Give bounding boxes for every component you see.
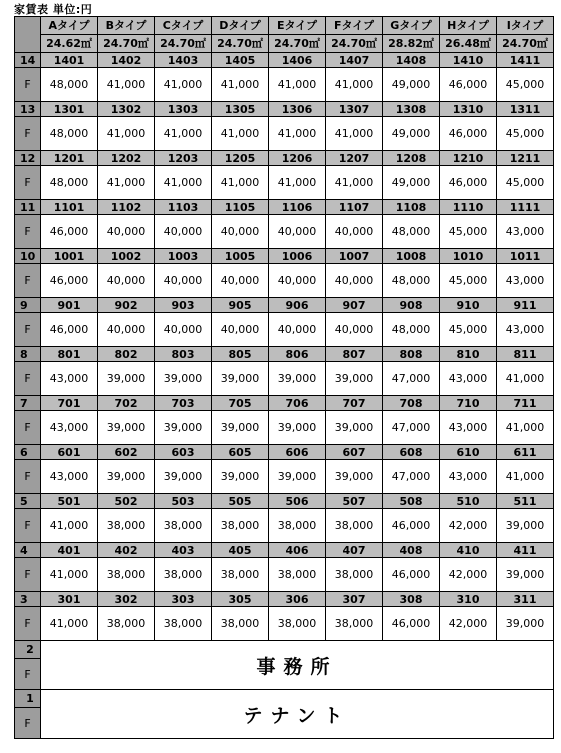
rent-price: 38,000 [212, 509, 269, 543]
rent-price: 46,000 [383, 558, 440, 592]
floor-suffix: F [15, 166, 41, 200]
room-number: 610 [440, 445, 497, 460]
room-number: 1206 [269, 151, 326, 166]
rent-price: 45,000 [497, 117, 554, 151]
rent-price: 45,000 [440, 313, 497, 347]
rent-price: 49,000 [383, 166, 440, 200]
rent-price: 41,000 [212, 166, 269, 200]
rent-price: 40,000 [212, 215, 269, 249]
rent-price: 39,000 [497, 607, 554, 641]
floor-suffix: F [15, 68, 41, 102]
rent-price: 45,000 [440, 264, 497, 298]
rent-price: 40,000 [326, 215, 383, 249]
room-number: 303 [155, 592, 212, 607]
room-number: 1311 [497, 102, 554, 117]
room-number: 602 [98, 445, 155, 460]
rent-price: 39,000 [326, 362, 383, 396]
rent-price: 41,000 [155, 166, 212, 200]
rent-price: 39,000 [497, 509, 554, 543]
room-number: 1402 [98, 53, 155, 68]
room-number: 811 [497, 347, 554, 362]
type-header: Hタイプ [440, 17, 497, 35]
rent-price: 41,000 [155, 68, 212, 102]
rent-price: 40,000 [326, 264, 383, 298]
room-number: 302 [98, 592, 155, 607]
rent-price: 48,000 [383, 313, 440, 347]
room-number: 1211 [497, 151, 554, 166]
floor-suffix: F [15, 117, 41, 151]
room-number: 1405 [212, 53, 269, 68]
room-number: 401 [41, 543, 98, 558]
room-number: 1007 [326, 249, 383, 264]
rent-price: 48,000 [383, 264, 440, 298]
rent-price: 46,000 [440, 166, 497, 200]
rent-price: 39,000 [326, 411, 383, 445]
rent-price-row [15, 362, 554, 396]
room-number-row [15, 347, 554, 362]
floor-suffix: F [15, 264, 41, 298]
room-number: 607 [326, 445, 383, 460]
rent-price: 41,000 [212, 68, 269, 102]
floor-suffix: F [15, 708, 41, 739]
type-header: Cタイプ [155, 17, 212, 35]
room-number: 1406 [269, 53, 326, 68]
table-title: 家賃表 単位:円 [14, 3, 93, 16]
rent-price: 41,000 [269, 166, 326, 200]
floor-number: 14 [15, 53, 41, 68]
rent-price: 43,000 [440, 411, 497, 445]
room-number: 806 [269, 347, 326, 362]
rent-price: 41,000 [497, 411, 554, 445]
room-number: 1201 [41, 151, 98, 166]
room-number: 1305 [212, 102, 269, 117]
rent-price: 38,000 [98, 607, 155, 641]
rent-price: 39,000 [98, 411, 155, 445]
rent-price: 46,000 [440, 68, 497, 102]
room-number: 403 [155, 543, 212, 558]
room-number: 305 [212, 592, 269, 607]
rent-price: 38,000 [98, 509, 155, 543]
room-number: 808 [383, 347, 440, 362]
rent-price: 43,000 [497, 313, 554, 347]
rent-price: 39,000 [497, 558, 554, 592]
room-number: 1307 [326, 102, 383, 117]
rent-price: 47,000 [383, 411, 440, 445]
rent-price: 38,000 [155, 509, 212, 543]
rent-price: 46,000 [41, 313, 98, 347]
rent-table-body [15, 53, 554, 739]
rent-price: 41,000 [98, 117, 155, 151]
header-corner [15, 17, 41, 53]
rent-table [14, 16, 554, 739]
room-number: 1106 [269, 200, 326, 215]
room-number-row [15, 543, 554, 558]
lower-floor-row [15, 690, 554, 708]
type-header: Dタイプ [212, 17, 269, 35]
floor-use-text: 事務所 [256, 655, 338, 678]
type-header: Fタイプ [326, 17, 383, 35]
room-number: 1108 [383, 200, 440, 215]
floor-number: 13 [15, 102, 41, 117]
floor-suffix: F [15, 607, 41, 641]
rent-price: 43,000 [41, 411, 98, 445]
room-number: 505 [212, 494, 269, 509]
room-number: 1410 [440, 53, 497, 68]
room-number: 711 [497, 396, 554, 411]
room-number: 1207 [326, 151, 383, 166]
rent-price: 39,000 [269, 362, 326, 396]
room-number: 810 [440, 347, 497, 362]
floor-number: 10 [15, 249, 41, 264]
rent-price: 39,000 [269, 411, 326, 445]
rent-price: 40,000 [269, 264, 326, 298]
rent-price: 40,000 [269, 215, 326, 249]
room-number: 503 [155, 494, 212, 509]
rent-price: 46,000 [383, 607, 440, 641]
room-number: 702 [98, 396, 155, 411]
rent-price: 38,000 [326, 607, 383, 641]
rent-price: 38,000 [326, 558, 383, 592]
room-number: 502 [98, 494, 155, 509]
room-number: 706 [269, 396, 326, 411]
rent-price: 41,000 [497, 362, 554, 396]
rent-price: 41,000 [326, 166, 383, 200]
room-number: 1308 [383, 102, 440, 117]
rent-price: 48,000 [383, 215, 440, 249]
rent-price: 46,000 [41, 264, 98, 298]
rent-price: 41,000 [41, 558, 98, 592]
room-number: 907 [326, 298, 383, 313]
floor-number: 2 [15, 641, 41, 659]
room-number-row [15, 200, 554, 215]
floor-number: 12 [15, 151, 41, 166]
rent-price: 40,000 [98, 215, 155, 249]
room-number: 408 [383, 543, 440, 558]
room-number: 1205 [212, 151, 269, 166]
rent-price: 39,000 [155, 362, 212, 396]
room-number: 707 [326, 396, 383, 411]
rent-price: 40,000 [155, 313, 212, 347]
room-number-row [15, 102, 554, 117]
room-number: 508 [383, 494, 440, 509]
room-number: 1306 [269, 102, 326, 117]
room-number: 507 [326, 494, 383, 509]
room-number: 1101 [41, 200, 98, 215]
type-header: Gタイプ [383, 17, 440, 35]
room-number: 603 [155, 445, 212, 460]
room-number: 1401 [41, 53, 98, 68]
rent-price: 42,000 [440, 509, 497, 543]
room-number: 606 [269, 445, 326, 460]
room-number: 501 [41, 494, 98, 509]
room-number: 1407 [326, 53, 383, 68]
room-number: 1105 [212, 200, 269, 215]
room-number: 1403 [155, 53, 212, 68]
rent-price: 40,000 [98, 264, 155, 298]
floor-number: 7 [15, 396, 41, 411]
rent-price-row [15, 313, 554, 347]
type-area: 24.70㎡ [269, 35, 326, 53]
room-number: 311 [497, 592, 554, 607]
room-number: 406 [269, 543, 326, 558]
type-area: 24.70㎡ [212, 35, 269, 53]
rent-price-row [15, 117, 554, 151]
room-number-row [15, 298, 554, 313]
type-area: 24.70㎡ [98, 35, 155, 53]
room-number: 1005 [212, 249, 269, 264]
room-number: 301 [41, 592, 98, 607]
floor-number: 5 [15, 494, 41, 509]
rent-price-row [15, 215, 554, 249]
type-area: 24.62㎡ [41, 35, 98, 53]
room-number: 807 [326, 347, 383, 362]
floor-number: 6 [15, 445, 41, 460]
rent-price: 41,000 [155, 117, 212, 151]
room-number: 1208 [383, 151, 440, 166]
rent-price: 39,000 [98, 362, 155, 396]
type-area: 24.70㎡ [155, 35, 212, 53]
rent-price: 49,000 [383, 68, 440, 102]
rent-price: 41,000 [41, 607, 98, 641]
room-number: 908 [383, 298, 440, 313]
room-number: 1107 [326, 200, 383, 215]
room-number: 703 [155, 396, 212, 411]
rent-price: 38,000 [98, 558, 155, 592]
rent-price: 41,000 [326, 117, 383, 151]
type-header: Eタイプ [269, 17, 326, 35]
rent-price: 38,000 [269, 558, 326, 592]
rent-price: 40,000 [326, 313, 383, 347]
room-number: 1102 [98, 200, 155, 215]
rent-price: 43,000 [41, 362, 98, 396]
rent-price: 45,000 [440, 215, 497, 249]
rent-price: 38,000 [155, 607, 212, 641]
room-number-row [15, 396, 554, 411]
room-number: 506 [269, 494, 326, 509]
floor-use-label [41, 641, 554, 690]
floor-use-label [41, 690, 554, 739]
room-number: 308 [383, 592, 440, 607]
room-number: 310 [440, 592, 497, 607]
room-number: 906 [269, 298, 326, 313]
rent-price: 40,000 [155, 215, 212, 249]
floor-suffix: F [15, 313, 41, 347]
rent-price: 49,000 [383, 117, 440, 151]
floor-number: 4 [15, 543, 41, 558]
room-number: 1408 [383, 53, 440, 68]
rent-price: 40,000 [212, 313, 269, 347]
lower-floor-row [15, 641, 554, 659]
room-number: 1111 [497, 200, 554, 215]
rent-price: 38,000 [155, 558, 212, 592]
room-number: 1010 [440, 249, 497, 264]
room-number-row [15, 151, 554, 166]
rent-price-row [15, 607, 554, 641]
rent-price: 38,000 [269, 509, 326, 543]
room-number-row [15, 445, 554, 460]
rent-price: 39,000 [212, 411, 269, 445]
room-number: 1302 [98, 102, 155, 117]
rent-price: 41,000 [98, 166, 155, 200]
rent-price: 41,000 [326, 68, 383, 102]
floor-suffix: F [15, 558, 41, 592]
room-number: 410 [440, 543, 497, 558]
rent-price: 43,000 [440, 362, 497, 396]
floor-number: 9 [15, 298, 41, 313]
rent-price: 39,000 [326, 460, 383, 494]
rent-price: 48,000 [41, 68, 98, 102]
type-header: Bタイプ [98, 17, 155, 35]
room-number: 708 [383, 396, 440, 411]
rent-price: 43,000 [497, 215, 554, 249]
floor-suffix: F [15, 362, 41, 396]
room-number-row [15, 494, 554, 509]
room-number: 1011 [497, 249, 554, 264]
rent-price: 45,000 [497, 166, 554, 200]
type-header: Iタイプ [497, 17, 554, 35]
room-number: 1006 [269, 249, 326, 264]
room-number: 1008 [383, 249, 440, 264]
rent-price: 42,000 [440, 607, 497, 641]
room-number: 605 [212, 445, 269, 460]
room-number: 608 [383, 445, 440, 460]
rent-price: 39,000 [155, 460, 212, 494]
room-number: 701 [41, 396, 98, 411]
room-number: 805 [212, 347, 269, 362]
room-number: 901 [41, 298, 98, 313]
room-number: 1411 [497, 53, 554, 68]
rent-price: 39,000 [155, 411, 212, 445]
rent-price: 41,000 [497, 460, 554, 494]
room-number: 801 [41, 347, 98, 362]
type-area: 24.70㎡ [497, 35, 554, 53]
room-number: 802 [98, 347, 155, 362]
floor-suffix: F [15, 509, 41, 543]
rent-price: 40,000 [98, 313, 155, 347]
floor-suffix: F [15, 460, 41, 494]
rent-price-row [15, 558, 554, 592]
room-number: 601 [41, 445, 98, 460]
room-number: 1310 [440, 102, 497, 117]
room-number: 705 [212, 396, 269, 411]
room-number: 1301 [41, 102, 98, 117]
rent-price: 47,000 [383, 362, 440, 396]
room-number-row [15, 592, 554, 607]
rent-price: 39,000 [269, 460, 326, 494]
floor-suffix: F [15, 659, 41, 690]
room-number: 902 [98, 298, 155, 313]
rent-price: 47,000 [383, 460, 440, 494]
rent-price: 42,000 [440, 558, 497, 592]
type-name-row [15, 17, 554, 35]
rent-price: 45,000 [497, 68, 554, 102]
rent-price: 41,000 [212, 117, 269, 151]
room-number: 1210 [440, 151, 497, 166]
floor-number: 3 [15, 592, 41, 607]
room-number: 511 [497, 494, 554, 509]
rent-price: 40,000 [269, 313, 326, 347]
rent-price: 43,000 [41, 460, 98, 494]
type-header: Aタイプ [41, 17, 98, 35]
rent-price: 46,000 [41, 215, 98, 249]
room-number: 910 [440, 298, 497, 313]
room-number: 402 [98, 543, 155, 558]
rent-price: 38,000 [212, 558, 269, 592]
rent-price: 41,000 [269, 117, 326, 151]
room-number: 903 [155, 298, 212, 313]
room-number: 411 [497, 543, 554, 558]
type-area: 24.70㎡ [326, 35, 383, 53]
room-number: 407 [326, 543, 383, 558]
room-number: 1103 [155, 200, 212, 215]
room-number: 1110 [440, 200, 497, 215]
rent-price: 39,000 [212, 460, 269, 494]
floor-number: 11 [15, 200, 41, 215]
room-number: 611 [497, 445, 554, 460]
type-area: 26.48㎡ [440, 35, 497, 53]
rent-price: 43,000 [497, 264, 554, 298]
room-number-row [15, 249, 554, 264]
room-number: 710 [440, 396, 497, 411]
room-number: 510 [440, 494, 497, 509]
rent-price: 46,000 [383, 509, 440, 543]
rent-price: 48,000 [41, 117, 98, 151]
room-number-row [15, 53, 554, 68]
room-number: 307 [326, 592, 383, 607]
room-number: 1203 [155, 151, 212, 166]
room-number: 1003 [155, 249, 212, 264]
rent-price: 48,000 [41, 166, 98, 200]
rent-price: 39,000 [212, 362, 269, 396]
floor-use-text: テナント [243, 704, 351, 727]
type-area: 28.82㎡ [383, 35, 440, 53]
rent-price-row [15, 68, 554, 102]
type-area-row [15, 35, 554, 53]
floor-number: 1 [15, 690, 41, 708]
rent-price: 43,000 [440, 460, 497, 494]
floor-suffix: F [15, 411, 41, 445]
rent-price: 41,000 [269, 68, 326, 102]
rent-price-row [15, 166, 554, 200]
room-number: 905 [212, 298, 269, 313]
room-number: 803 [155, 347, 212, 362]
rent-price: 41,000 [98, 68, 155, 102]
rent-price: 41,000 [41, 509, 98, 543]
rent-price: 46,000 [440, 117, 497, 151]
room-number: 1202 [98, 151, 155, 166]
rent-price: 38,000 [269, 607, 326, 641]
rent-price-row [15, 411, 554, 445]
room-number: 1001 [41, 249, 98, 264]
floor-number: 8 [15, 347, 41, 362]
room-number: 1303 [155, 102, 212, 117]
room-number: 306 [269, 592, 326, 607]
rent-price: 38,000 [212, 607, 269, 641]
rent-price-row [15, 460, 554, 494]
rent-price-row [15, 509, 554, 543]
rent-price: 40,000 [155, 264, 212, 298]
room-number: 405 [212, 543, 269, 558]
rent-price: 39,000 [98, 460, 155, 494]
floor-suffix: F [15, 215, 41, 249]
rent-price: 38,000 [326, 509, 383, 543]
room-number: 911 [497, 298, 554, 313]
room-number: 1002 [98, 249, 155, 264]
rent-price-row [15, 264, 554, 298]
rent-price: 40,000 [212, 264, 269, 298]
